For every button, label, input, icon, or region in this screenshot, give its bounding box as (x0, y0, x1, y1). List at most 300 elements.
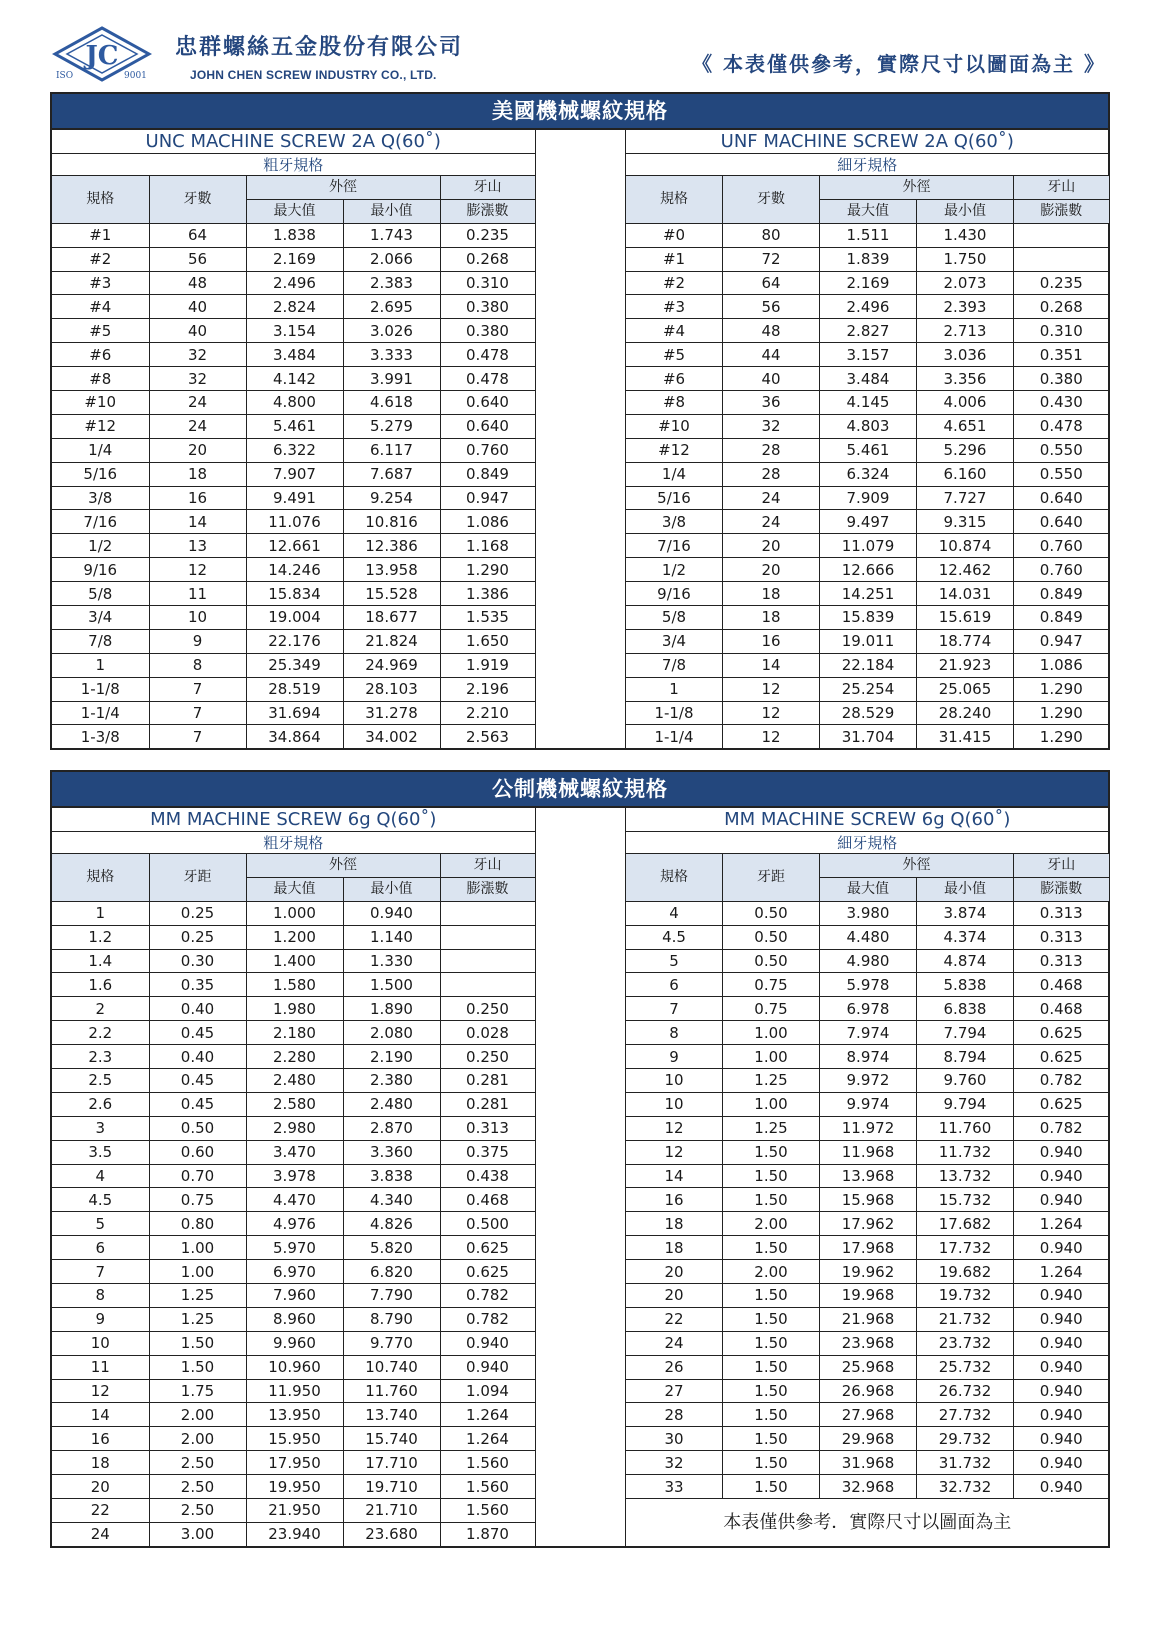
header-max: 最大值 (246, 877, 343, 901)
cell-spec: 9/16 (626, 582, 723, 606)
cell-expansion: 0.310 (1014, 319, 1109, 343)
cell-min: 23.732 (917, 1331, 1014, 1355)
header-thread: 牙山 (1014, 854, 1109, 878)
cell-expansion: 1.560 (440, 1451, 535, 1475)
cell-expansion: 0.235 (440, 223, 535, 247)
cell-expansion (440, 949, 535, 973)
cell-spec: #6 (626, 367, 723, 391)
cell-expansion: 0.782 (1014, 1116, 1109, 1140)
cell-min: 13.732 (917, 1164, 1014, 1188)
cell-pitch: 16 (723, 629, 820, 653)
cell-spec: 24 (626, 1331, 723, 1355)
cell-expansion: 0.468 (1014, 997, 1109, 1021)
cell-max: 31.968 (820, 1451, 917, 1475)
cell-max: 9.974 (820, 1092, 917, 1116)
cell-expansion: 0.625 (440, 1260, 535, 1284)
cell-min: 11.760 (917, 1116, 1014, 1140)
cell-max: 3.484 (820, 367, 917, 391)
cell-max: 25.349 (246, 653, 343, 677)
cell-pitch: 7 (149, 701, 246, 725)
cell-min: 3.333 (343, 343, 440, 367)
cell-min: 3.026 (343, 319, 440, 343)
cell-max: 19.004 (246, 606, 343, 630)
cell-pitch: 0.40 (149, 997, 246, 1021)
mm-coarse-table-panel (52, 808, 535, 1547)
cell-pitch: 7 (149, 725, 246, 749)
cell-pitch: 2.50 (149, 1475, 246, 1499)
cell-max: 1.838 (246, 223, 343, 247)
cell-expansion: 1.086 (440, 510, 535, 534)
cell-pitch: 0.80 (149, 1212, 246, 1236)
cell-min: 15.732 (917, 1188, 1014, 1212)
cell-max: 14.246 (246, 558, 343, 582)
cell-min: 2.380 (343, 1069, 440, 1093)
cell-max: 26.968 (820, 1379, 917, 1403)
cell-pitch: 2.00 (149, 1403, 246, 1427)
cell-pitch: 2.00 (149, 1427, 246, 1451)
cell-max: 3.470 (246, 1140, 343, 1164)
cell-min: 5.838 (917, 973, 1014, 997)
header-pitch: 牙數 (723, 176, 820, 224)
table-row (52, 391, 535, 415)
cell-expansion: 0.940 (1014, 1188, 1109, 1212)
logo-letters: JC (85, 41, 119, 71)
cell-pitch: 1.00 (149, 1236, 246, 1260)
table-row (52, 462, 535, 486)
cell-expansion: 0.028 (440, 1021, 535, 1045)
cell-max: 28.519 (246, 677, 343, 701)
cell-pitch: 28 (723, 462, 820, 486)
cell-spec: 7/8 (626, 653, 723, 677)
cell-expansion: 0.940 (1014, 1451, 1109, 1475)
header-expansion: 膨漲數 (1014, 877, 1109, 901)
cell-pitch: 1.50 (723, 1451, 820, 1475)
cell-min: 31.732 (917, 1451, 1014, 1475)
cell-max: 22.176 (246, 629, 343, 653)
cell-min: 15.740 (343, 1427, 440, 1451)
cell-spec: 2.5 (52, 1069, 149, 1093)
header-max: 最大值 (246, 199, 343, 223)
table-row (52, 1069, 535, 1093)
cell-pitch: 1.50 (723, 1140, 820, 1164)
table-row (52, 725, 535, 749)
cell-spec: 30 (626, 1427, 723, 1451)
cell-max: 2.180 (246, 1021, 343, 1045)
cell-pitch: 0.45 (149, 1069, 246, 1093)
table-row (52, 1499, 535, 1523)
cell-pitch: 1.00 (723, 1045, 820, 1069)
cell-max: 15.968 (820, 1188, 917, 1212)
table-row (52, 295, 535, 319)
cell-pitch: 10 (149, 606, 246, 630)
table-row (626, 1331, 1109, 1355)
cell-expansion: 0.313 (1014, 901, 1109, 925)
cell-max: 29.968 (820, 1427, 917, 1451)
cell-expansion: 0.640 (1014, 510, 1109, 534)
cell-spec: 33 (626, 1475, 723, 1499)
table-title: MM MACHINE SCREW 6g Q(60˚) (52, 808, 535, 832)
cell-max: 2.496 (246, 271, 343, 295)
cell-pitch: 0.50 (149, 1116, 246, 1140)
cell-pitch: 56 (149, 247, 246, 271)
cell-pitch: 1.25 (149, 1284, 246, 1308)
cell-pitch: 1.25 (723, 1116, 820, 1140)
cell-spec: 3 (52, 1116, 149, 1140)
cell-min: 4.874 (917, 949, 1014, 973)
cell-spec: 12 (52, 1379, 149, 1403)
cell-max: 12.666 (820, 558, 917, 582)
cell-pitch: 40 (149, 319, 246, 343)
cell-spec: 1 (52, 901, 149, 925)
cell-expansion: 1.560 (440, 1499, 535, 1523)
cell-min: 2.080 (343, 1021, 440, 1045)
cell-max: 5.978 (820, 973, 917, 997)
company-logo-icon (52, 26, 152, 82)
table-title: UNC MACHINE SCREW 2A Q(60˚) (52, 130, 535, 154)
cell-spec: 4 (626, 901, 723, 925)
cell-min: 17.710 (343, 1451, 440, 1475)
cell-min: 21.824 (343, 629, 440, 653)
cell-pitch: 16 (149, 486, 246, 510)
table-row (52, 1522, 535, 1546)
cell-expansion: 1.919 (440, 653, 535, 677)
cell-expansion (1014, 247, 1109, 271)
cell-pitch: 40 (723, 367, 820, 391)
table-row (626, 997, 1109, 1021)
cell-spec: 9/16 (52, 558, 149, 582)
cell-min: 8.790 (343, 1307, 440, 1331)
cell-spec: 7 (52, 1260, 149, 1284)
cell-spec: 22 (626, 1307, 723, 1331)
cell-expansion: 0.760 (1014, 558, 1109, 582)
cell-expansion: 0.760 (440, 438, 535, 462)
cell-spec: 1-1/8 (52, 677, 149, 701)
cell-expansion: 0.550 (1014, 462, 1109, 486)
cell-spec: 20 (626, 1260, 723, 1284)
cell-min: 4.826 (343, 1212, 440, 1236)
cell-min: 6.117 (343, 438, 440, 462)
cell-max: 2.169 (820, 271, 917, 295)
cell-pitch: 14 (149, 510, 246, 534)
table-row (626, 606, 1109, 630)
table-row (626, 1188, 1109, 1212)
cell-min: 10.740 (343, 1355, 440, 1379)
cell-pitch: 12 (723, 677, 820, 701)
table-row (626, 1045, 1109, 1069)
cell-min: 1.430 (917, 223, 1014, 247)
cell-max: 1.000 (246, 901, 343, 925)
cell-max: 4.800 (246, 391, 343, 415)
table-row (52, 1355, 535, 1379)
table-row (52, 901, 535, 925)
cell-spec: 11 (52, 1355, 149, 1379)
cell-pitch: 13 (149, 534, 246, 558)
cell-pitch: 48 (149, 271, 246, 295)
cell-pitch: 0.60 (149, 1140, 246, 1164)
table-row (626, 582, 1109, 606)
cell-expansion: 0.268 (440, 247, 535, 271)
cell-pitch: 18 (723, 606, 820, 630)
section-title: 美國機械螺紋規格 (52, 94, 1108, 130)
cell-max: 3.154 (246, 319, 343, 343)
cell-expansion: 0.380 (440, 295, 535, 319)
cell-spec: 9 (52, 1307, 149, 1331)
cell-spec: 27 (626, 1379, 723, 1403)
table-row (626, 973, 1109, 997)
cell-spec: 7/16 (626, 534, 723, 558)
cell-max: 19.962 (820, 1260, 917, 1284)
cell-spec: 1.6 (52, 973, 149, 997)
cell-min: 4.340 (343, 1188, 440, 1212)
cell-spec: #8 (626, 391, 723, 415)
cell-pitch: 44 (723, 343, 820, 367)
table-row (52, 1116, 535, 1140)
table-row (626, 271, 1109, 295)
cell-min: 2.383 (343, 271, 440, 295)
cell-spec: #4 (626, 319, 723, 343)
cell-min: 4.618 (343, 391, 440, 415)
cell-spec: #2 (626, 271, 723, 295)
cell-spec: 3/4 (52, 606, 149, 630)
cell-min: 3.356 (917, 367, 1014, 391)
cell-min: 2.870 (343, 1116, 440, 1140)
table-row (626, 653, 1109, 677)
cell-spec: 7/8 (52, 629, 149, 653)
cell-spec: 2.6 (52, 1092, 149, 1116)
cell-expansion: 0.478 (1014, 414, 1109, 438)
cell-expansion: 0.468 (1014, 973, 1109, 997)
cell-expansion: 0.782 (440, 1307, 535, 1331)
cell-min: 5.296 (917, 438, 1014, 462)
mm-fine-table-panel (625, 808, 1108, 1548)
cell-max: 6.970 (246, 1260, 343, 1284)
cell-max: 19.950 (246, 1475, 343, 1499)
cell-pitch: 0.50 (723, 901, 820, 925)
table-row (626, 486, 1109, 510)
cell-spec: #0 (626, 223, 723, 247)
cell-expansion: 0.313 (1014, 949, 1109, 973)
cell-spec: #1 (52, 223, 149, 247)
header-outer-diameter: 外徑 (820, 176, 1014, 200)
cell-max: 4.145 (820, 391, 917, 415)
cell-expansion: 1.086 (1014, 653, 1109, 677)
cell-expansion: 0.625 (1014, 1045, 1109, 1069)
table-row (626, 319, 1109, 343)
cell-expansion: 0.550 (1014, 438, 1109, 462)
disclaimer-slogan: 《 本表僅供參考，實際尺寸以圖面為主 》 (692, 52, 1106, 76)
cell-expansion: 1.168 (440, 534, 535, 558)
cell-max: 13.968 (820, 1164, 917, 1188)
cell-min: 28.240 (917, 701, 1014, 725)
cell-min: 31.278 (343, 701, 440, 725)
cell-spec: 14 (52, 1403, 149, 1427)
table-row (626, 1212, 1109, 1236)
cell-expansion: 1.870 (440, 1522, 535, 1546)
cell-max: 2.280 (246, 1045, 343, 1069)
cell-spec: 1/4 (52, 438, 149, 462)
cell-min: 10.816 (343, 510, 440, 534)
cell-pitch: 24 (149, 391, 246, 415)
cell-min: 3.360 (343, 1140, 440, 1164)
cell-pitch: 24 (723, 510, 820, 534)
cell-max: 25.254 (820, 677, 917, 701)
cell-spec: #3 (626, 295, 723, 319)
cell-expansion: 0.500 (440, 1212, 535, 1236)
header-min: 最小值 (917, 877, 1014, 901)
cell-pitch: 1.00 (149, 1260, 246, 1284)
table-row (52, 486, 535, 510)
table-row (626, 1092, 1109, 1116)
cell-max: 4.803 (820, 414, 917, 438)
cell-max: 2.169 (246, 247, 343, 271)
cell-min: 11.760 (343, 1379, 440, 1403)
cell-pitch: 12 (149, 558, 246, 582)
cell-min: 6.160 (917, 462, 1014, 486)
cell-min: 13.958 (343, 558, 440, 582)
cell-spec: 5/8 (52, 582, 149, 606)
cell-max: 8.974 (820, 1045, 917, 1069)
cell-max: 10.960 (246, 1355, 343, 1379)
cell-spec: 1/2 (52, 534, 149, 558)
table-row (626, 925, 1109, 949)
cell-max: 1.200 (246, 925, 343, 949)
table-row (52, 1236, 535, 1260)
table-row (626, 295, 1109, 319)
table-row (626, 391, 1109, 415)
cell-min: 28.103 (343, 677, 440, 701)
cell-min: 5.279 (343, 414, 440, 438)
cell-expansion: 1.290 (1014, 725, 1109, 749)
cell-pitch: 48 (723, 319, 820, 343)
cell-max: 8.960 (246, 1307, 343, 1331)
table-row (626, 510, 1109, 534)
cell-expansion: 0.947 (1014, 629, 1109, 653)
cell-pitch: 0.45 (149, 1092, 246, 1116)
table-row (626, 462, 1109, 486)
cell-min: 23.680 (343, 1522, 440, 1546)
cell-expansion: 0.250 (440, 997, 535, 1021)
cell-expansion: 0.438 (440, 1164, 535, 1188)
cell-pitch: 1.50 (149, 1355, 246, 1379)
table-row (52, 1140, 535, 1164)
cell-spec: 7/16 (52, 510, 149, 534)
cell-spec: 9 (626, 1045, 723, 1069)
cell-spec: 20 (626, 1284, 723, 1308)
cell-spec: #1 (626, 247, 723, 271)
cell-pitch: 32 (149, 367, 246, 391)
table-row (52, 1331, 535, 1355)
table-row (52, 510, 535, 534)
cell-max: 11.968 (820, 1140, 917, 1164)
cell-expansion: 0.468 (440, 1188, 535, 1212)
cell-min: 19.732 (917, 1284, 1014, 1308)
cell-max: 17.950 (246, 1451, 343, 1475)
cell-min: 9.770 (343, 1331, 440, 1355)
cell-min: 7.794 (917, 1021, 1014, 1045)
cell-expansion: 0.478 (440, 367, 535, 391)
cell-max: 11.972 (820, 1116, 917, 1140)
cell-spec: #6 (52, 343, 149, 367)
table-row (52, 319, 535, 343)
cell-expansion: 1.560 (440, 1475, 535, 1499)
table-row (52, 653, 535, 677)
cell-expansion: 1.264 (440, 1427, 535, 1451)
cell-pitch: 1.50 (723, 1475, 820, 1499)
cell-min: 1.750 (917, 247, 1014, 271)
cell-pitch: 0.75 (149, 1188, 246, 1212)
header-spec: 規格 (626, 176, 723, 224)
cell-min: 13.740 (343, 1403, 440, 1427)
cell-max: 3.157 (820, 343, 917, 367)
table-subtitle: 粗牙規格 (52, 154, 535, 176)
table-row (52, 1092, 535, 1116)
cell-min: 17.682 (917, 1212, 1014, 1236)
cell-expansion: 0.940 (1014, 1284, 1109, 1308)
cell-spec: 20 (52, 1475, 149, 1499)
cell-pitch: 0.30 (149, 949, 246, 973)
cell-expansion: 0.640 (440, 414, 535, 438)
cell-pitch: 1.50 (723, 1379, 820, 1403)
cell-spec: 7 (626, 997, 723, 1021)
cell-max: 6.324 (820, 462, 917, 486)
cell-max: 15.950 (246, 1427, 343, 1451)
table-row (52, 582, 535, 606)
cell-min: 19.682 (917, 1260, 1014, 1284)
cell-expansion: 1.264 (1014, 1212, 1109, 1236)
cell-expansion (440, 973, 535, 997)
cell-max: 14.251 (820, 582, 917, 606)
cell-pitch: 7 (149, 677, 246, 701)
cell-spec: #5 (626, 343, 723, 367)
cell-spec: 22 (52, 1499, 149, 1523)
cell-pitch: 1.50 (723, 1355, 820, 1379)
cell-pitch: 32 (723, 414, 820, 438)
cell-expansion: 0.380 (1014, 367, 1109, 391)
cell-pitch: 32 (149, 343, 246, 367)
cell-max: 31.704 (820, 725, 917, 749)
cell-pitch: 1.00 (723, 1092, 820, 1116)
cell-max: 1.580 (246, 973, 343, 997)
cell-spec: 10 (626, 1092, 723, 1116)
cell-spec: 1-1/4 (52, 701, 149, 725)
table-row (626, 558, 1109, 582)
table-row (626, 1427, 1109, 1451)
cell-spec: 1 (626, 677, 723, 701)
cell-max: 12.661 (246, 534, 343, 558)
cell-expansion: 0.640 (440, 391, 535, 415)
cell-min: 1.890 (343, 997, 440, 1021)
cell-spec: 24 (52, 1522, 149, 1546)
cell-spec: 28 (626, 1403, 723, 1427)
mm-coarse-spec-table (52, 808, 536, 1547)
cell-pitch: 56 (723, 295, 820, 319)
header-outer-diameter: 外徑 (820, 854, 1014, 878)
cell-min: 27.732 (917, 1403, 1014, 1427)
cell-pitch: 18 (723, 582, 820, 606)
table-row (52, 1021, 535, 1045)
cell-min: 9.254 (343, 486, 440, 510)
cell-max: 2.580 (246, 1092, 343, 1116)
cell-max: 3.980 (820, 901, 917, 925)
cell-expansion: 2.196 (440, 677, 535, 701)
cell-min: 9.315 (917, 510, 1014, 534)
cell-pitch: 1.50 (723, 1236, 820, 1260)
cell-spec: 6 (52, 1236, 149, 1260)
cell-expansion: 0.310 (440, 271, 535, 295)
table-row (52, 701, 535, 725)
cell-pitch: 1.50 (723, 1284, 820, 1308)
cell-min: 21.923 (917, 653, 1014, 677)
